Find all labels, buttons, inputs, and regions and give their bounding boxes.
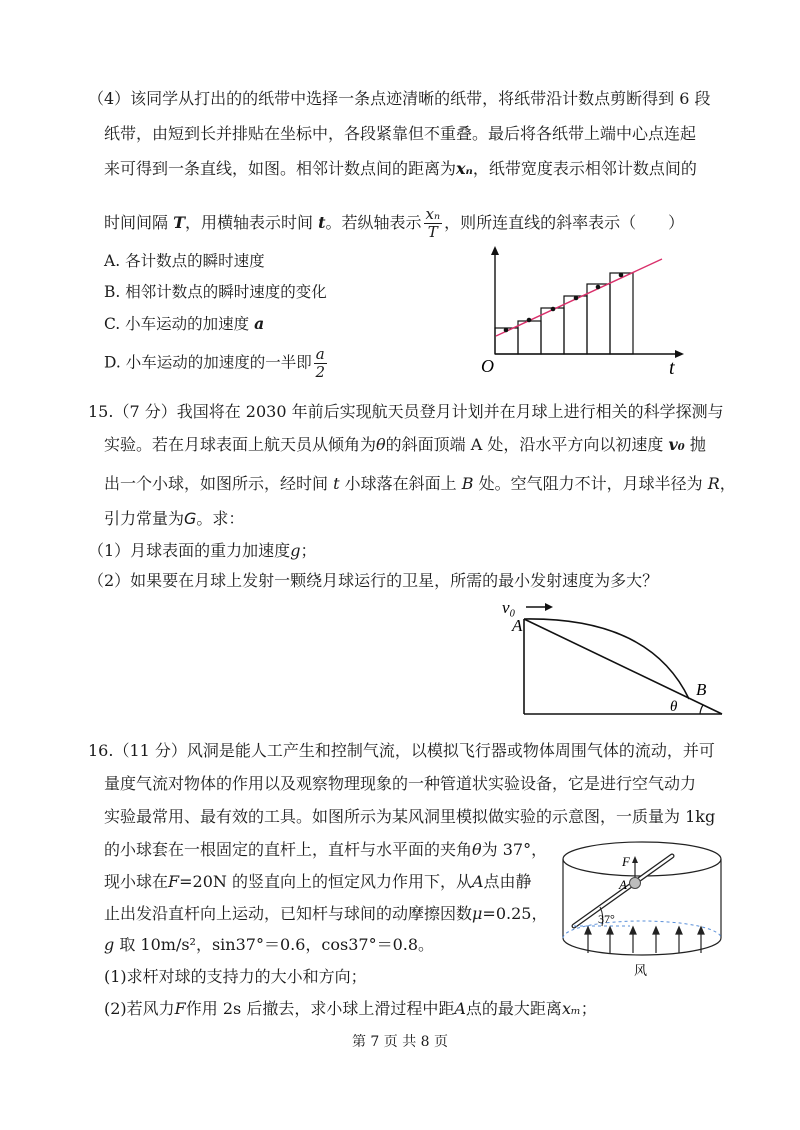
ball [630, 878, 641, 889]
graph-x-arrow [675, 350, 684, 358]
q16-var-F: F [168, 872, 180, 891]
q15-var-g: g [290, 541, 301, 560]
q15-line3 [104, 473, 736, 495]
q16-line4 [104, 839, 547, 861]
tunnel-bottom-rim [563, 938, 721, 955]
q16-var-F2: F [174, 999, 186, 1018]
q15-line2-c: 抛 [689, 435, 706, 454]
graph-t-label: t [669, 357, 675, 379]
fit-line [496, 259, 662, 336]
q14-fraction-xn-over-T [424, 206, 443, 241]
q15-line3-d: ， [719, 474, 736, 493]
q16-var-A2: A [454, 999, 466, 1018]
q14-line4-text-c: 。若纵轴表示 [325, 213, 422, 232]
q15-var-G: G [184, 509, 197, 528]
q14-line3 [104, 158, 697, 180]
q16-line6-b: =0.25， [482, 904, 548, 923]
fig-A-label: A [619, 877, 627, 892]
tape-5 [587, 284, 610, 354]
q14-line2: 纸带，由短到长并排贴在坐标中，各段紧靠但不重叠。最后将各纸带上端中心点连起 [104, 124, 697, 143]
tape-point [551, 307, 556, 312]
tape-6 [610, 273, 633, 354]
q15-line2-b: 的斜面顶端 A 处，沿水平方向以初速度 [385, 435, 664, 454]
q16-line5-a: 现小球在 [104, 872, 169, 891]
q16-var-theta: θ [472, 840, 482, 859]
option-b-label: B. [104, 283, 121, 301]
q14-frac-den: T [427, 223, 438, 241]
q15-line1: 15.（7 分）我国将在 2030 年前后实现航天员登月计划并在月球上进行相关的科学探测与 [88, 402, 724, 421]
option-d-frac-num: a [315, 345, 325, 363]
q15-sub1-a: （1）月球表面的重力加速度 [88, 541, 291, 560]
fig-v0-label: v₀ [502, 598, 516, 617]
q16-var-xm: xₘ [561, 999, 581, 1018]
fig-B-label: B [696, 680, 707, 699]
q15-var-v0: v₀ [668, 435, 685, 454]
q15-line4-b: 。求： [196, 509, 245, 528]
q16-line4-a: 的小球套在一根固定的直杆上，直杆与水平面的夹角 [104, 840, 473, 859]
q16-sub1: (1)求杆对球的支持力的大小和方向； [104, 967, 367, 986]
q16-sub2-a: (2)若风力 [104, 999, 175, 1018]
q16-line3: 实验最常用、最有效的工具。如图所示为某风洞里模拟做实验的示意图，一质量为 1kg [104, 807, 716, 826]
q16-var-mu: μ [472, 904, 483, 923]
q14-option-d [104, 346, 329, 381]
option-c-var-a: a [254, 314, 265, 333]
q14-line4-text-d: ，则所连直线的斜率表示（ ） [444, 213, 685, 232]
graph-origin-label: O [481, 356, 494, 376]
q15-incline-figure [500, 595, 730, 720]
q14-tape-graph [478, 244, 693, 379]
q15-line3-b: 小球落在斜面上 [344, 474, 457, 493]
q15-line4-a: 引力常量为 [104, 509, 185, 528]
q14-frac-num: xₙ [425, 205, 441, 223]
q16-line1: 16.（11 分）风洞是能人工产生和控制气流，以模拟飞行器或物体周围气体的流动，并可 [88, 741, 715, 760]
q16-wind-tunnel-figure [560, 838, 725, 980]
q15-line2 [104, 434, 706, 456]
option-d-label: D. [104, 353, 121, 372]
v0-arrow-head [545, 603, 553, 611]
option-c-text: 小车运动的加速度 [125, 315, 250, 333]
q15-sub1-b: ； [300, 541, 317, 560]
q15-sub1 [88, 540, 316, 562]
q14-line4-text-a: 时间间隔 [104, 213, 169, 232]
q16-var-A: A [471, 872, 484, 891]
q16-line5 [104, 871, 532, 893]
fig-angle-label: 37° [598, 912, 615, 926]
tape-point [504, 328, 509, 333]
q15-line3-a: 出一个小球，如图所示，经时间 [104, 474, 329, 493]
incline-slope [524, 619, 722, 714]
q15-line2-a: 实验。若在月球表面上航天员从倾角为 [104, 435, 377, 454]
q15-var-B: B [461, 474, 474, 493]
page-footer: 第 7 页 共 8 页 [351, 1034, 449, 1050]
fig-theta-label: θ [670, 699, 678, 715]
q14-option-b [104, 281, 327, 303]
q16-line5-c: 点由静 [483, 872, 532, 891]
tunnel-top-rim [563, 842, 721, 876]
q15-line4 [104, 508, 244, 530]
fig-F-label: F [622, 854, 630, 869]
q15-var-theta: θ [376, 435, 386, 454]
q14-line1: （4）该同学从打出的的纸带中选择一条点迹清晰的纸带，将纸带沿计数点剪断得到 6 段 [88, 89, 711, 108]
q16-var-g: g [104, 935, 115, 954]
q16-sub2-b: 作用 2s 后撤去，求小球上滑过程中距 [185, 999, 455, 1018]
option-b-text: 相邻计数点的瞬时速度的变化 [125, 283, 327, 301]
theta-arc [700, 705, 703, 714]
option-d-frac-den: 2 [315, 363, 326, 381]
q14-var-xn: xₙ [456, 159, 473, 178]
q15-var-t: t [333, 474, 340, 493]
q14-option-c [104, 313, 264, 335]
q14-line3-text-b: ，纸带宽度表示相邻计数点间的 [472, 159, 697, 178]
q16-line5-b: =20N 的竖直向上的恒定风力作用下，从 [179, 872, 472, 891]
q16-line2: 量度气流对物体的作用以及观察物理现象的一种管道状实验设备，它是进行空气动力 [104, 774, 697, 793]
tape-3 [541, 308, 564, 354]
tape-2 [518, 321, 541, 354]
q16-line4-b: 为 37°， [481, 840, 548, 859]
wind-arrows [585, 927, 704, 953]
option-a-label: A. [104, 252, 121, 270]
q16-sub2 [104, 998, 597, 1020]
q16-sub2-d: ； [580, 999, 597, 1018]
q15-line3-c: 处。空气阻力不计，月球半径为 [478, 474, 703, 493]
tape-point [596, 285, 601, 290]
q14-line4 [104, 206, 684, 241]
q15-var-R: R [707, 474, 720, 493]
q14-option-a [104, 250, 265, 272]
q16-line6-a: 止出发沿直杆向上运动，已知杆与球间的动摩擦因数 [104, 904, 473, 923]
q15-sub2: （2）如果要在月球上发射一颗绕月球运行的卫星，所需的最小发射速度为多大？ [88, 571, 659, 590]
fig-A-label: A [512, 616, 523, 635]
force-F-arrow-head [632, 856, 638, 863]
tape-point [527, 318, 532, 323]
q16-line7-b: 取 10m/s²，sin37°＝0.6，cos37°＝0.8。 [114, 935, 435, 954]
tape-4 [564, 296, 587, 354]
q14-line4-text-b: ，用横轴表示时间 [185, 213, 314, 232]
q16-line6 [104, 903, 547, 925]
option-d-text: 小车运动的加速度的一半即 [125, 353, 312, 372]
graph-y-arrow [491, 246, 499, 255]
q14-line3-text-a: 来可得到一条直线，如图。相邻计数点间的距离为 [104, 159, 457, 178]
option-a-text: 各计数点的瞬时速度 [125, 252, 265, 270]
option-d-fraction [314, 346, 327, 381]
fig-wind-label: 风 [634, 964, 648, 979]
q16-sub2-c: 点的最大距离 [465, 999, 562, 1018]
option-c-label: C. [104, 315, 121, 333]
q14-var-T: T [173, 213, 186, 232]
tape-point [619, 273, 624, 278]
q14-var-t: t [318, 213, 326, 232]
tape-point [574, 296, 579, 301]
q16-line7 [104, 934, 434, 956]
